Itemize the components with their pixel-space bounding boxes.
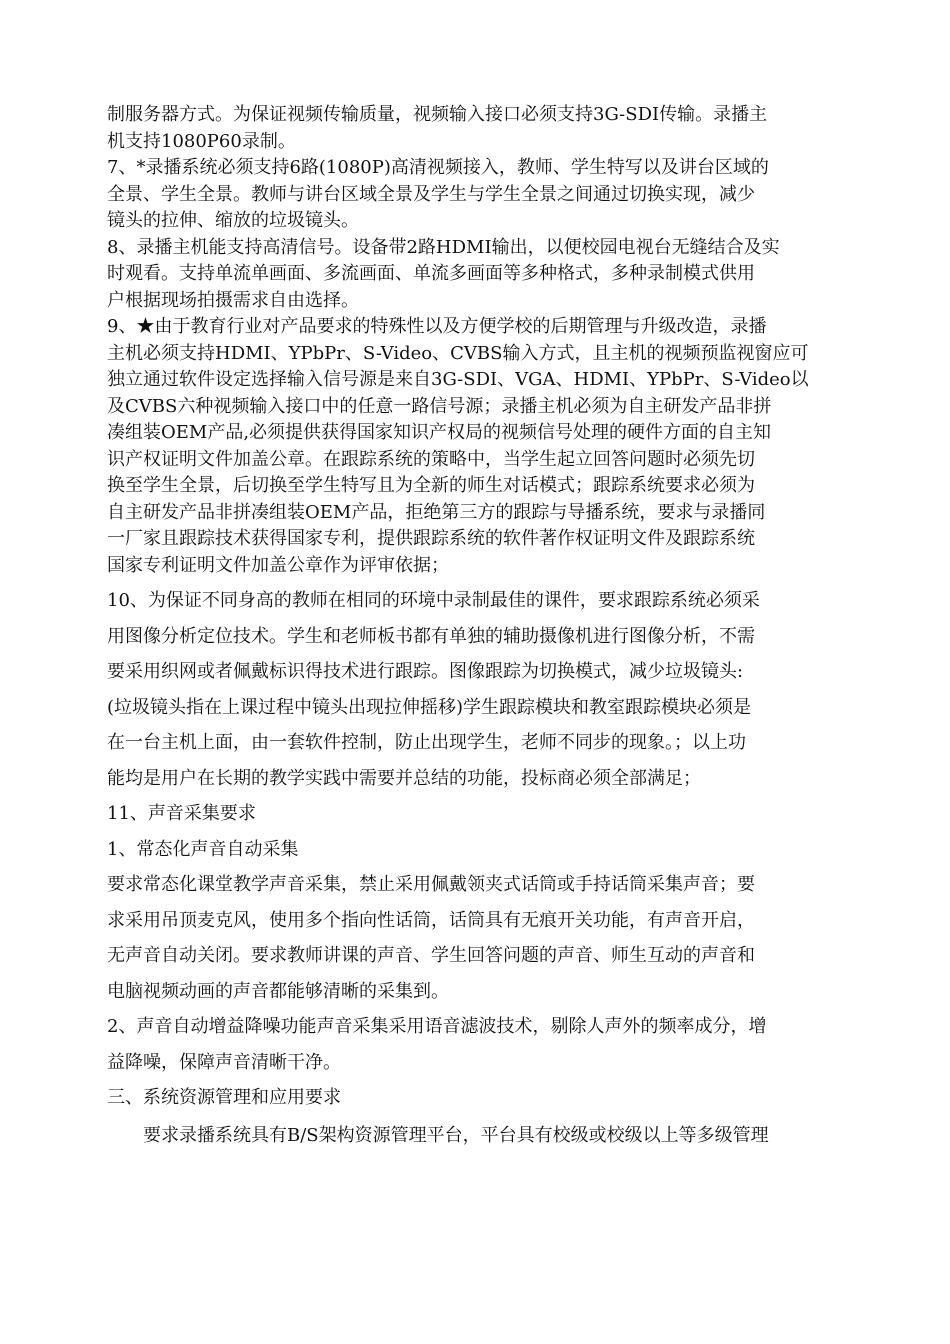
text-line: 用图像分析定位技术。学生和老师板书都有单独的辅助摄像机进行图像分析，不需 [107, 625, 755, 647]
text-line: 主机必须支持HDMI、YPbPr、S-Video、CVBS输入方式，且主机的视频预监视窗应可 [107, 342, 809, 364]
text-line: 9、★由于教育行业对产品要求的特殊性以及方便学校的后期管理与升级改造，录播 [107, 316, 767, 337]
text-line: 无声音自动关闭。要求教师讲课的声音、学生回答问题的声音、师生互动的声音和 [107, 945, 755, 966]
text-line: 2、声音自动增益降噪功能声音采集采用语音滤波技术，剔除人声外的频率成分，增 [107, 1016, 767, 1037]
text-line: 制服务器方式。为保证视频传输质量，视频输入接口必须支持3G-SDI传输。录播主 [107, 104, 768, 125]
document-body [107, 102, 853, 1153]
text-line: (垃圾镜头指在上课过程中镜头出现拉伸摇移)学生跟踪模块和教室跟踪模块必须是 [107, 696, 752, 718]
text-line: 在一台主机上面，由一套软件控制，防止出现学生，老师不同步的现象。；以上功 [107, 732, 746, 753]
text-line: 镜头的拉伸、缩放的垃圾镜头。 [107, 210, 359, 231]
text-line: 8、录播主机能支持高清信号。设备带2路HDMI输出，以便校园电视台无缝结合及实 [107, 236, 780, 258]
text-line: 求采用吊顶麦克风，使用多个指向性话筒，话筒具有无痕开关功能，有声音开启， [107, 909, 755, 931]
text-line: 要求常态化课堂教学声音采集，禁止采用佩戴领夹式话筒或手持话筒采集声音；要 [107, 874, 755, 895]
text-line: 益降噪，保障声音清晰干净。 [107, 1051, 341, 1073]
subsection-heading: 1、常态化声音自动采集 [107, 838, 299, 860]
text-line: 独立通过软件设定选择输入信号源是来自3G-SDI、VGA、HDMI、YPbPr、S-Video以 [107, 369, 809, 390]
text-line: 7、*录播系统必须支持6路(1080P)高清视频接入，教师、学生特写以及讲台区域的 [107, 157, 769, 178]
text-line-indented: 要求录播系统具有B/S架构资源管理平台，平台具有校级或校级以上等多级管理 [143, 1124, 769, 1146]
text-line: 机支持1080P60录制。 [107, 130, 296, 152]
text-line: 10、为保证不同身高的教师在相同的环境中录制最佳的课件，要求跟踪系统必须采 [107, 590, 760, 611]
section-heading: 11、声音采集要求 [107, 803, 256, 824]
text-line: 全景、学生全景。教师与讲台区域全景及学生与学生全景之间通过切换实现，减少 [107, 183, 755, 205]
text-line: 能均是用户在长期的教学实践中需要并总结的功能，投标商必须全部满足； [107, 767, 701, 789]
chapter-heading: 三、系统资源管理和应用要求 [107, 1087, 341, 1108]
text-line: 一厂家且跟踪技术获得国家专利，提供跟踪系统的软件著作权证明文件及跟踪系统 [107, 528, 755, 549]
section-requirements-10-11 [107, 583, 853, 1153]
text-line: 要采用织网或者佩戴标识得技术进行跟踪。图像跟踪为切换模式，减少垃圾镜头: [107, 661, 744, 682]
text-line: 自主研发产品非拼凑组装OEM产品，拒绝第三方的跟踪与导播系统，要求与录播同 [107, 501, 766, 523]
text-line: 时观看。支持单流单画面、多流画面、单流多画面等多种格式，多种录制模式供用 [107, 263, 755, 284]
text-line: 及CVBS六种视频输入接口中的任意一路信号源；录播主机必须为自主研发产品非拼 [107, 395, 772, 417]
text-line: 户根据现场拍摄需求自由选择。 [107, 289, 359, 311]
text-line: 换至学生全景，后切换至学生特写且为全新的师生对话模式；跟踪系统要求必须为 [107, 475, 755, 496]
text-line: 国家专利证明文件加盖公章作为评审依据； [107, 554, 449, 576]
text-line: 凑组装OEM产品,必须提供获得国家知识产权局的视频信号处理的硬件方面的自主知 [107, 422, 772, 443]
text-line: 电脑视频动画的声音都能够清晰的采集到。 [107, 980, 449, 1002]
section-requirements-7-9 [107, 102, 853, 579]
text-line: 识产权证明文件加盖公章。在跟踪系统的策略中，当学生起立回答问题时必须先切 [107, 448, 755, 470]
